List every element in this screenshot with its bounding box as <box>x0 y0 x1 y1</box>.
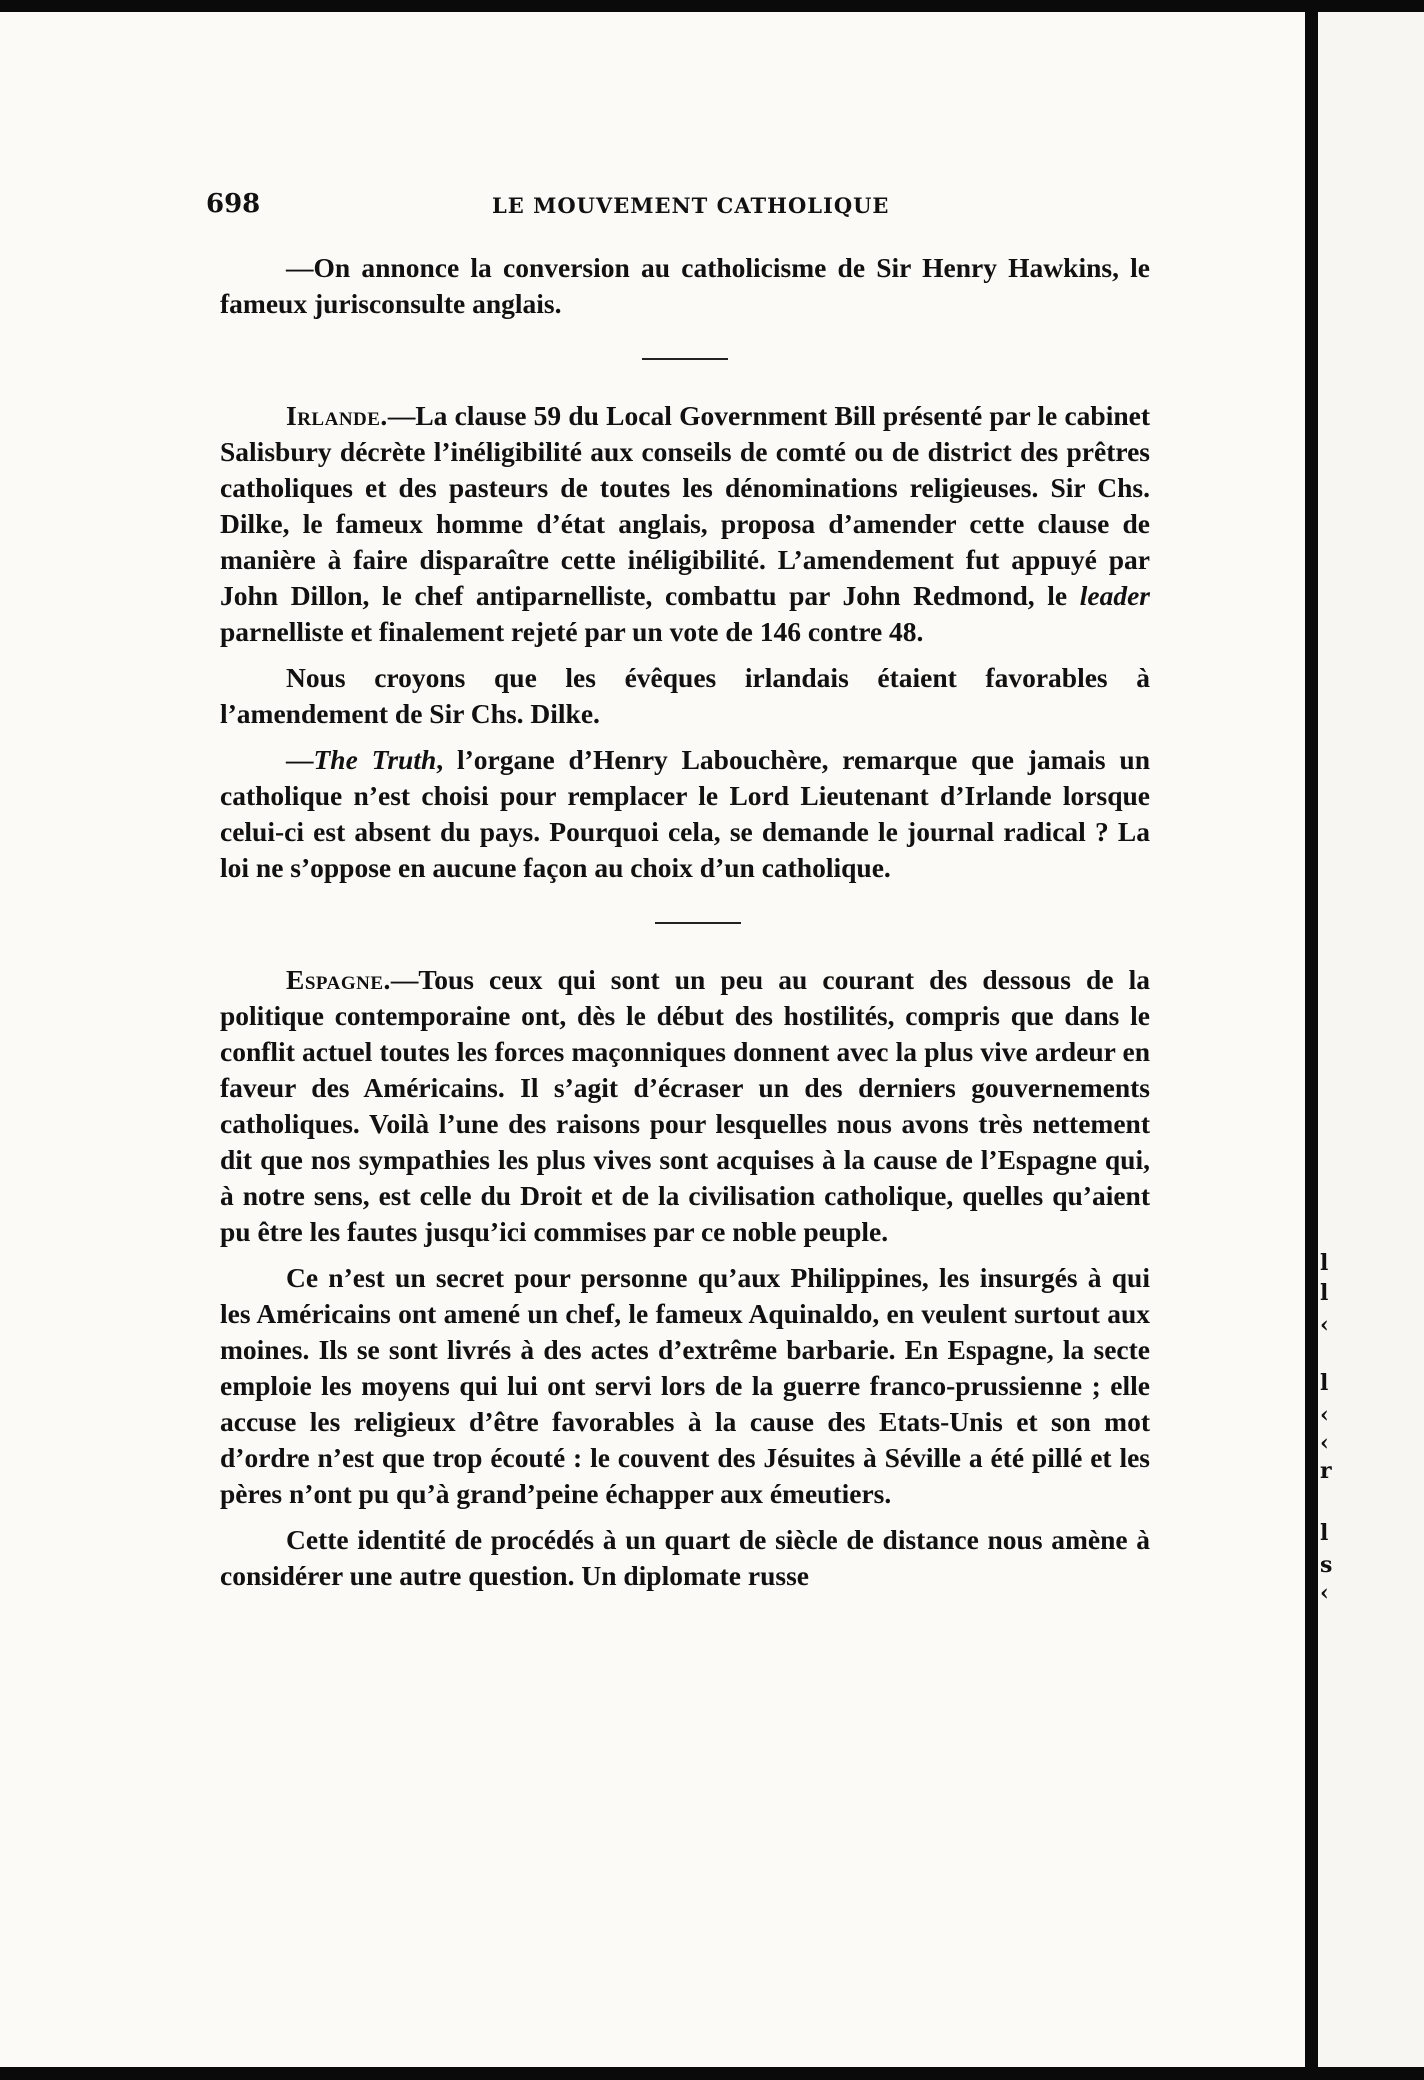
section-divider <box>655 922 741 924</box>
irlande-text-b: parnelliste et finalement rejeté par un vote de 146 contre 48. <box>220 616 924 647</box>
paragraph-philippines: Ce n’est un secret pour personne qu’aux Philippines, les insurgés à qui les Américains ont amené un chef, le fameux Aquinaldo, en veulent surtout aux moines. Ils se sont livrés à des actes d’extrême barbarie. En Espagne, la secte emploie les moyens qui lui ont servi lors de la guerre franco-prussienne ; elle accuse les religieux d’être favorables à la cause des Etats-Unis et son mot d’ordre n’est que trop écouté : le couvent des Jésuites à Séville a été pillé et les pères n’ont pu qu’à grand’peine échapper aux émeutiers. <box>220 1262 1150 1509</box>
paragraph-hawkins: —On annonce la conversion au catholicisme de Sir Henry Hawkins, le fameux jurisconsulte anglais. <box>220 252 1150 319</box>
adjacent-page-edge <box>1318 12 1424 2067</box>
irlande-leader: leader <box>1079 580 1150 611</box>
page-number: 698 <box>206 189 261 219</box>
running-title: LE MOUVEMENT CATHOLIQUE <box>492 193 890 218</box>
paragraph-eveques: Nous croyons que les évêques irlandais étaient favorables à l’amendement de Sir Chs. Dilke. <box>220 662 1150 729</box>
adjacent-fragment: ‹ <box>1320 1430 1329 1456</box>
truth-text: , l’organe d’Henry Labouchère, remarque que jamais un catholique n’est choisi pour remplacer le Lord Lieutenant d’Irlande lorsque celui-ci est absent du pays. Pourquoi cela, se demande le journal radical ? La loi ne s’oppose en aucune façon au choix d’un catholique. <box>220 744 1150 883</box>
truth-dash: — <box>286 744 314 775</box>
espagne-text: —Tous ceux qui sont un peu au courant des dessous de la politique contemporaine ont, dès le début des hostilités, compris que dans le conflit actuel toutes les forces maçonniques donnent avec la plus vive ardeur en faveur des Américains. Il s’agit d’écraser un des derniers gouvernements catholiques. Voilà l’une des raisons pour lesquelles nous avons très nettement dit que nos sympathies les plus vives sont acquises à la cause de l’Espagne qui, à notre sens, est celle du Droit et de la civilisation catholique, quelles qu’aient pu être les fautes jusqu’ici commises par ce noble peuple. <box>220 964 1150 1247</box>
adjacent-fragment: l <box>1320 1370 1329 1396</box>
page-body <box>220 250 1150 1604</box>
running-head <box>0 189 1305 229</box>
adjacent-fragment: ‹ <box>1320 1312 1329 1338</box>
adjacent-fragment: ‹ <box>1320 1402 1329 1428</box>
adjacent-fragment: s <box>1320 1552 1333 1578</box>
section-label-espagne: Espagne. <box>286 964 391 995</box>
adjacent-fragment: ‹ <box>1320 1580 1329 1606</box>
paragraph-irlande <box>220 398 1150 650</box>
adjacent-fragment: l <box>1320 1250 1329 1276</box>
truth-title: The Truth <box>313 744 437 775</box>
adjacent-fragment: l <box>1320 1520 1329 1546</box>
section-divider <box>642 358 728 360</box>
adjacent-fragment: l <box>1320 1280 1329 1306</box>
irlande-text-a: —La clause 59 du Local Government Bill présenté par le cabinet Salisbury décrète l’inéligibilité aux conseils de comté ou de district des prêtres catholiques et des pasteurs de toutes les dénominations religieuses. Sir Chs. Dilke, le fameux homme d’état anglais, proposa d’amender cette clause de manière à faire disparaître cette inéligibilité. L’amendement fut appuyé par John Dillon, le chef antiparnelliste, combattu par John Redmond, le <box>220 400 1150 611</box>
paragraph-truth <box>220 742 1150 886</box>
book-page <box>0 12 1305 2067</box>
paragraph-identite: Cette identité de procédés à un quart de siècle de distance nous amène à considérer une autre question. Un diplomate russe <box>220 1524 1150 1591</box>
paragraph-espagne <box>220 962 1150 1250</box>
adjacent-fragment: r <box>1320 1458 1332 1484</box>
section-label-irlande: Irlande. <box>286 400 388 431</box>
